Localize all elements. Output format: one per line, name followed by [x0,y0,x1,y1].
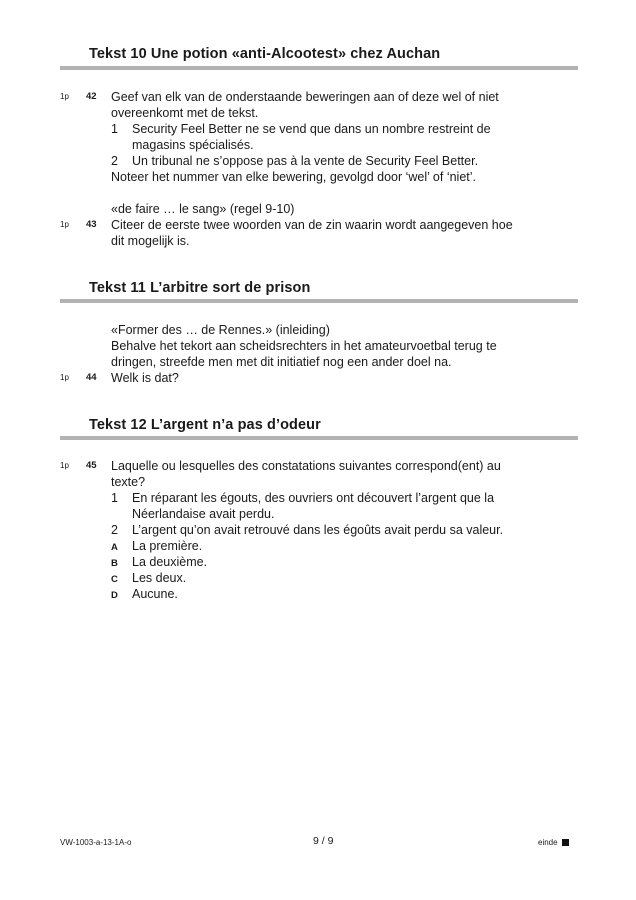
question-44-text-line-2: dringen, streefde men met dit initiatief nog een ander doel na. [111,355,452,369]
question-points: 1p [60,220,69,229]
question-43-text-line-2: dit mogelijk is. [111,234,190,248]
question-45-text-line-2: texte? [111,475,146,489]
statement-2 [111,153,478,169]
page-number: 9 / 9 [313,835,334,847]
question-number-43: 43 [86,219,97,230]
statement-text: Un tribunal ne s’oppose pas à la vente de Security Feel Better. [132,154,479,168]
option-letter: A [111,542,118,553]
option-letter: B [111,558,118,569]
answer-option-d [111,586,178,604]
option-text: Les deux. [132,571,187,585]
section-divider [60,299,578,303]
end-marker [538,836,569,850]
question-44-reference: «Former des … de Rennes.» (inleiding) [111,323,330,337]
statement-1 [111,490,494,506]
option-text: La première. [132,539,203,553]
question-42-instruction: Noteer het nummer van elke bewering, gevolgd door ‘wel’ of ‘niet’. [111,170,477,184]
question-42-text-line-2: overeenkomt met de tekst. [111,106,259,120]
option-text: Aucune. [132,587,178,601]
question-number-44: 44 [86,372,97,383]
section-divider [60,436,578,440]
question-number-45: 45 [86,460,97,471]
section-title-tekst-12: Tekst 12 L’argent n’a pas d’odeur [89,417,321,433]
exam-code: VW-1003-a-13-1A-o [60,838,132,847]
option-letter: D [111,590,118,601]
question-number-42: 42 [86,91,97,102]
section-title-tekst-11: Tekst 11 L’arbitre sort de prison [89,280,311,296]
question-points: 1p [60,92,69,101]
statement-text: En réparant les égouts, des ouvriers ont découvert l’argent que la [132,491,495,505]
end-square-icon [562,839,569,846]
statement-1-continuation: magasins spécialisés. [132,138,254,152]
statement-1-continuation: Néerlandaise avait perdu. [132,507,275,521]
statement-text: L’argent qu’on avait retrouvé dans les égoûts avait perdu sa valeur. [132,523,504,537]
question-45-text-line-1: Laquelle ou lesquelles des constatations suivantes correspond(ent) au [111,459,501,473]
statement-number: 2 [111,154,118,168]
statement-text: Security Feel Better ne se vend que dans un nombre restreint de [132,122,491,136]
statement-1 [111,121,491,137]
question-43-text-line-1: Citeer de eerste twee woorden van de zin waarin wordt aangegeven hoe [111,218,513,232]
statement-number: 1 [111,122,118,136]
statement-2 [111,522,503,538]
question-points: 1p [60,461,69,470]
statement-number: 1 [111,491,118,505]
question-43-reference: «de faire … le sang» (regel 9-10) [111,202,295,216]
question-44-text-line-1: Behalve het tekort aan scheidsrechters in het amateurvoetbal terug te [111,339,497,353]
question-44-question: Welk is dat? [111,371,179,385]
option-text: La deuxième. [132,555,208,569]
end-label: einde [538,838,558,847]
question-points: 1p [60,373,69,382]
section-divider [60,66,578,70]
section-title-tekst-10: Tekst 10 Une potion «anti-Alcootest» chez Auchan [89,46,441,62]
option-letter: C [111,574,118,585]
question-42-text-line-1: Geef van elk van de onderstaande beweringen aan of deze wel of niet [111,90,499,104]
statement-number: 2 [111,523,118,537]
